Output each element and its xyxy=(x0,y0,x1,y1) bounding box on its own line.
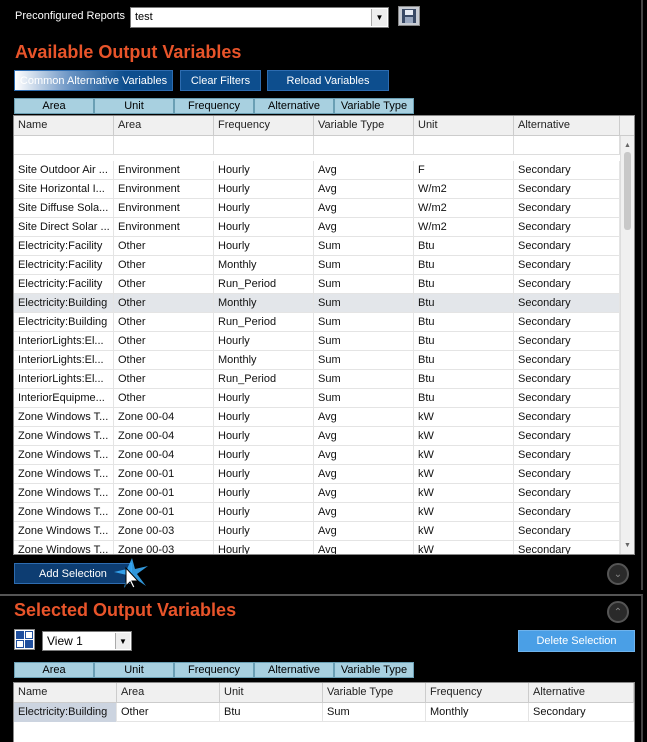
scroll-down-icon[interactable]: ▼ xyxy=(624,541,631,549)
table-cell: Run_Period xyxy=(214,275,314,294)
vertical-scrollbar[interactable] xyxy=(620,136,634,554)
click-sparkle-icon xyxy=(112,556,152,590)
table-row[interactable] xyxy=(14,541,634,555)
table-cell: Sum xyxy=(314,351,414,370)
table-cell: Environment xyxy=(114,199,214,218)
filter-cell-area[interactable] xyxy=(114,136,214,155)
filter-variable-type[interactable]: Variable Type xyxy=(334,662,414,678)
table-cell: Sum xyxy=(314,237,414,256)
table-cell: Secondary xyxy=(514,313,620,332)
table-cell: kW xyxy=(414,484,514,503)
table-cell: Site Horizontal I... xyxy=(14,180,114,199)
table-cell: Other xyxy=(114,370,214,389)
column-header-name[interactable]: Name xyxy=(14,116,114,136)
column-header-frequency[interactable]: Frequency xyxy=(426,683,529,703)
table-cell: Electricity:Facility xyxy=(14,237,114,256)
table-cell: Avg xyxy=(314,161,414,180)
table-cell: Zone Windows T... xyxy=(14,503,114,522)
table-cell: Zone Windows T... xyxy=(14,522,114,541)
clear-filters-button[interactable]: Clear Filters xyxy=(180,70,261,91)
filter-cell-frequency[interactable] xyxy=(214,136,314,155)
table-cell: Zone 00-04 xyxy=(114,427,214,446)
column-header-unit[interactable]: Unit xyxy=(220,683,323,703)
table-cell: Zone Windows T... xyxy=(14,427,114,446)
table-cell: Avg xyxy=(314,218,414,237)
table-cell: Electricity:Building xyxy=(14,313,114,332)
table-cell: Btu xyxy=(414,389,514,408)
table-cell: Zone Windows T... xyxy=(14,541,114,555)
table-cell: Avg xyxy=(314,408,414,427)
filter-area[interactable]: Area xyxy=(14,662,94,678)
delete-selection-button[interactable]: Delete Selection xyxy=(518,630,635,652)
selected-panel xyxy=(0,594,643,742)
table-cell: Avg xyxy=(314,522,414,541)
collapse-up-button[interactable] xyxy=(607,601,629,623)
selected-rows xyxy=(14,703,634,722)
table-cell: Btu xyxy=(414,313,514,332)
table-cell: Sum xyxy=(314,256,414,275)
table-cell: Sum xyxy=(314,389,414,408)
table-row[interactable] xyxy=(14,427,634,446)
table-cell: Secondary xyxy=(514,389,620,408)
chevron-down-icon[interactable]: ▼ xyxy=(371,9,387,26)
floppy-disk-icon xyxy=(401,8,417,24)
table-cell: Secondary xyxy=(514,370,620,389)
save-report-button[interactable] xyxy=(398,6,420,26)
table-cell: Zone 00-01 xyxy=(114,465,214,484)
column-header-unit[interactable]: Unit xyxy=(414,116,514,136)
table-cell: Secondary xyxy=(514,351,620,370)
table-cell: Secondary xyxy=(514,465,620,484)
grid-filter-row xyxy=(14,136,634,155)
available-variables-grid xyxy=(13,115,635,555)
available-rows xyxy=(14,161,634,555)
table-cell: Btu xyxy=(220,703,323,722)
scroll-up-icon[interactable]: ▲ xyxy=(624,141,631,149)
table-cell: Hourly xyxy=(214,427,314,446)
table-cell: Secondary xyxy=(529,703,634,722)
table-cell: Environment xyxy=(114,180,214,199)
selected-filter-bar xyxy=(14,662,414,678)
table-cell: Avg xyxy=(314,484,414,503)
table-cell: kW xyxy=(414,503,514,522)
table-row[interactable] xyxy=(14,522,634,541)
table-cell: Other xyxy=(114,351,214,370)
view-select[interactable] xyxy=(42,631,132,651)
table-cell: Zone 00-01 xyxy=(114,503,214,522)
table-row[interactable] xyxy=(14,503,634,522)
table-cell: Monthly xyxy=(426,703,529,722)
table-cell: Secondary xyxy=(514,237,620,256)
table-cell: Secondary xyxy=(514,408,620,427)
table-cell: Avg xyxy=(314,465,414,484)
table-row[interactable] xyxy=(14,218,634,237)
table-cell: Btu xyxy=(414,351,514,370)
table-cell: Hourly xyxy=(214,389,314,408)
table-cell: Zone Windows T... xyxy=(14,465,114,484)
table-cell: Sum xyxy=(314,332,414,351)
preconfigured-reports-select[interactable] xyxy=(130,7,389,28)
table-cell: Hourly xyxy=(214,180,314,199)
table-cell: Hourly xyxy=(214,541,314,555)
table-row[interactable] xyxy=(14,275,634,294)
table-row[interactable] xyxy=(14,256,634,275)
table-cell: InteriorLights:El... xyxy=(14,370,114,389)
grid-header xyxy=(14,116,634,136)
chevron-down-icon: ⌄ xyxy=(613,568,623,580)
chevron-up-icon: ⌃ xyxy=(613,606,623,618)
table-cell: kW xyxy=(414,446,514,465)
view-layout-icon[interactable] xyxy=(14,629,35,650)
table-cell: Monthly xyxy=(214,294,314,313)
table-cell: Btu xyxy=(414,275,514,294)
table-cell: Avg xyxy=(314,446,414,465)
filter-area[interactable]: Area xyxy=(14,98,94,114)
table-row[interactable] xyxy=(14,446,634,465)
table-cell: Monthly xyxy=(214,256,314,275)
table-cell: Environment xyxy=(114,161,214,180)
column-header-alternative[interactable]: Alternative xyxy=(529,683,634,703)
table-cell: Hourly xyxy=(214,161,314,180)
table-cell: Secondary xyxy=(514,484,620,503)
table-cell: Zone 00-04 xyxy=(114,408,214,427)
table-cell: Other xyxy=(114,389,214,408)
filter-cell-alternative[interactable] xyxy=(514,136,620,155)
table-cell: Btu xyxy=(414,370,514,389)
column-header-area[interactable]: Area xyxy=(114,116,214,136)
scroll-thumb[interactable] xyxy=(624,152,631,230)
table-cell: InteriorLights:El... xyxy=(14,351,114,370)
table-row[interactable] xyxy=(14,237,634,256)
filter-alternative[interactable]: Alternative xyxy=(254,662,334,678)
table-cell: Avg xyxy=(314,427,414,446)
table-cell: Environment xyxy=(114,218,214,237)
selected-variables-grid xyxy=(13,682,635,742)
table-cell: Secondary xyxy=(514,218,620,237)
table-cell: Btu xyxy=(414,332,514,351)
table-row[interactable] xyxy=(14,180,634,199)
table-cell: kW xyxy=(414,541,514,555)
add-selection-button[interactable]: Add Selection xyxy=(14,563,132,584)
table-cell: Hourly xyxy=(214,332,314,351)
grid-header xyxy=(14,683,634,703)
reload-variables-button[interactable]: Reload Variables xyxy=(267,70,389,91)
table-cell: Other xyxy=(117,703,220,722)
table-cell: Secondary xyxy=(514,180,620,199)
table-row[interactable] xyxy=(14,161,634,180)
table-cell: Avg xyxy=(314,541,414,555)
column-header-alternative[interactable]: Alternative xyxy=(514,116,620,136)
table-cell: Hourly xyxy=(214,199,314,218)
table-row[interactable] xyxy=(14,351,634,370)
table-cell: Avg xyxy=(314,180,414,199)
table-cell: Sum xyxy=(323,703,426,722)
table-cell: kW xyxy=(414,522,514,541)
table-cell: Electricity:Building xyxy=(14,703,117,722)
table-cell: Electricity:Building xyxy=(14,294,114,313)
selected-output-variables-title: Selected Output Variables xyxy=(14,600,237,620)
column-header-variable-type[interactable]: Variable Type xyxy=(314,116,414,136)
table-cell: kW xyxy=(414,427,514,446)
table-cell: Zone Windows T... xyxy=(14,484,114,503)
view-select-value: View 1 xyxy=(47,634,83,648)
table-cell: Hourly xyxy=(214,484,314,503)
table-cell: Btu xyxy=(414,256,514,275)
table-row[interactable] xyxy=(14,703,634,722)
collapse-down-button[interactable] xyxy=(607,563,629,585)
table-cell: Zone Windows T... xyxy=(14,446,114,465)
table-cell: Other xyxy=(114,294,214,313)
table-cell: Site Direct Solar ... xyxy=(14,218,114,237)
table-cell: Secondary xyxy=(514,446,620,465)
table-cell: Run_Period xyxy=(214,370,314,389)
column-header-area[interactable]: Area xyxy=(117,683,220,703)
table-cell: Electricity:Facility xyxy=(14,275,114,294)
table-cell: W/m2 xyxy=(414,199,514,218)
chevron-down-icon[interactable]: ▼ xyxy=(115,633,130,649)
table-cell: Secondary xyxy=(514,522,620,541)
table-cell: Hourly xyxy=(214,237,314,256)
table-cell: Run_Period xyxy=(214,313,314,332)
common-alternative-variables-button[interactable]: Common Alternative Variables xyxy=(14,70,173,91)
table-cell: Secondary xyxy=(514,256,620,275)
table-cell: Hourly xyxy=(214,408,314,427)
table-row[interactable] xyxy=(14,484,634,503)
table-cell: Hourly xyxy=(214,503,314,522)
table-cell: Secondary xyxy=(514,427,620,446)
table-cell: Secondary xyxy=(514,294,620,313)
column-header-frequency[interactable]: Frequency xyxy=(214,116,314,136)
table-row[interactable] xyxy=(14,313,634,332)
filter-alternative[interactable]: Alternative xyxy=(254,98,334,114)
table-row[interactable] xyxy=(14,465,634,484)
available-output-variables-title: Available Output Variables xyxy=(15,42,242,62)
table-cell: Site Outdoor Air ... xyxy=(14,161,114,180)
table-cell: kW xyxy=(414,408,514,427)
table-cell: Hourly xyxy=(214,446,314,465)
column-header-name[interactable]: Name xyxy=(14,683,117,703)
column-header-variable-type[interactable]: Variable Type xyxy=(323,683,426,703)
table-cell: Btu xyxy=(414,237,514,256)
table-cell: Site Diffuse Sola... xyxy=(14,199,114,218)
table-cell: Sum xyxy=(314,294,414,313)
filter-frequency[interactable]: Frequency xyxy=(174,662,254,678)
table-cell: Zone 00-03 xyxy=(114,522,214,541)
table-cell: InteriorLights:El... xyxy=(14,332,114,351)
table-cell: Secondary xyxy=(514,275,620,294)
table-cell: W/m2 xyxy=(414,218,514,237)
table-row[interactable] xyxy=(14,408,634,427)
table-cell: F xyxy=(414,161,514,180)
table-row[interactable] xyxy=(14,370,634,389)
table-row[interactable] xyxy=(14,389,634,408)
table-cell: Hourly xyxy=(214,218,314,237)
available-filter-bar xyxy=(14,98,414,114)
table-cell: Avg xyxy=(314,199,414,218)
table-cell: Other xyxy=(114,237,214,256)
table-cell: Sum xyxy=(314,313,414,332)
table-cell: Zone 00-03 xyxy=(114,541,214,555)
preconfigured-reports-label: Preconfigured Reports xyxy=(15,10,126,22)
filter-cell-unit[interactable] xyxy=(414,136,514,155)
table-cell: Hourly xyxy=(214,522,314,541)
table-row[interactable] xyxy=(14,332,634,351)
filter-unit[interactable]: Unit xyxy=(94,98,174,114)
table-cell: Sum xyxy=(314,370,414,389)
filter-frequency[interactable]: Frequency xyxy=(174,98,254,114)
table-cell: Secondary xyxy=(514,332,620,351)
table-row[interactable] xyxy=(14,199,634,218)
table-cell: Btu xyxy=(414,294,514,313)
table-cell: Secondary xyxy=(514,161,620,180)
table-cell: Zone 00-04 xyxy=(114,446,214,465)
table-cell: Secondary xyxy=(514,541,620,555)
table-cell: Sum xyxy=(314,275,414,294)
filter-cell-name[interactable] xyxy=(14,136,114,155)
table-row[interactable] xyxy=(14,294,634,313)
table-cell: Other xyxy=(114,313,214,332)
filter-cell-variable-type[interactable] xyxy=(314,136,414,155)
table-cell: Monthly xyxy=(214,351,314,370)
filter-variable-type[interactable]: Variable Type xyxy=(334,98,414,114)
table-cell: Other xyxy=(114,332,214,351)
table-cell: Hourly xyxy=(214,465,314,484)
table-cell: Electricity:Facility xyxy=(14,256,114,275)
filter-unit[interactable]: Unit xyxy=(94,662,174,678)
table-cell: InteriorEquipme... xyxy=(14,389,114,408)
table-cell: Secondary xyxy=(514,503,620,522)
table-cell: Other xyxy=(114,256,214,275)
table-cell: kW xyxy=(414,465,514,484)
table-cell: Avg xyxy=(314,503,414,522)
table-cell: Secondary xyxy=(514,199,620,218)
table-cell: W/m2 xyxy=(414,180,514,199)
preconfigured-reports-value: test xyxy=(135,11,153,23)
table-cell: Other xyxy=(114,275,214,294)
table-cell: Zone 00-01 xyxy=(114,484,214,503)
table-cell: Zone Windows T... xyxy=(14,408,114,427)
